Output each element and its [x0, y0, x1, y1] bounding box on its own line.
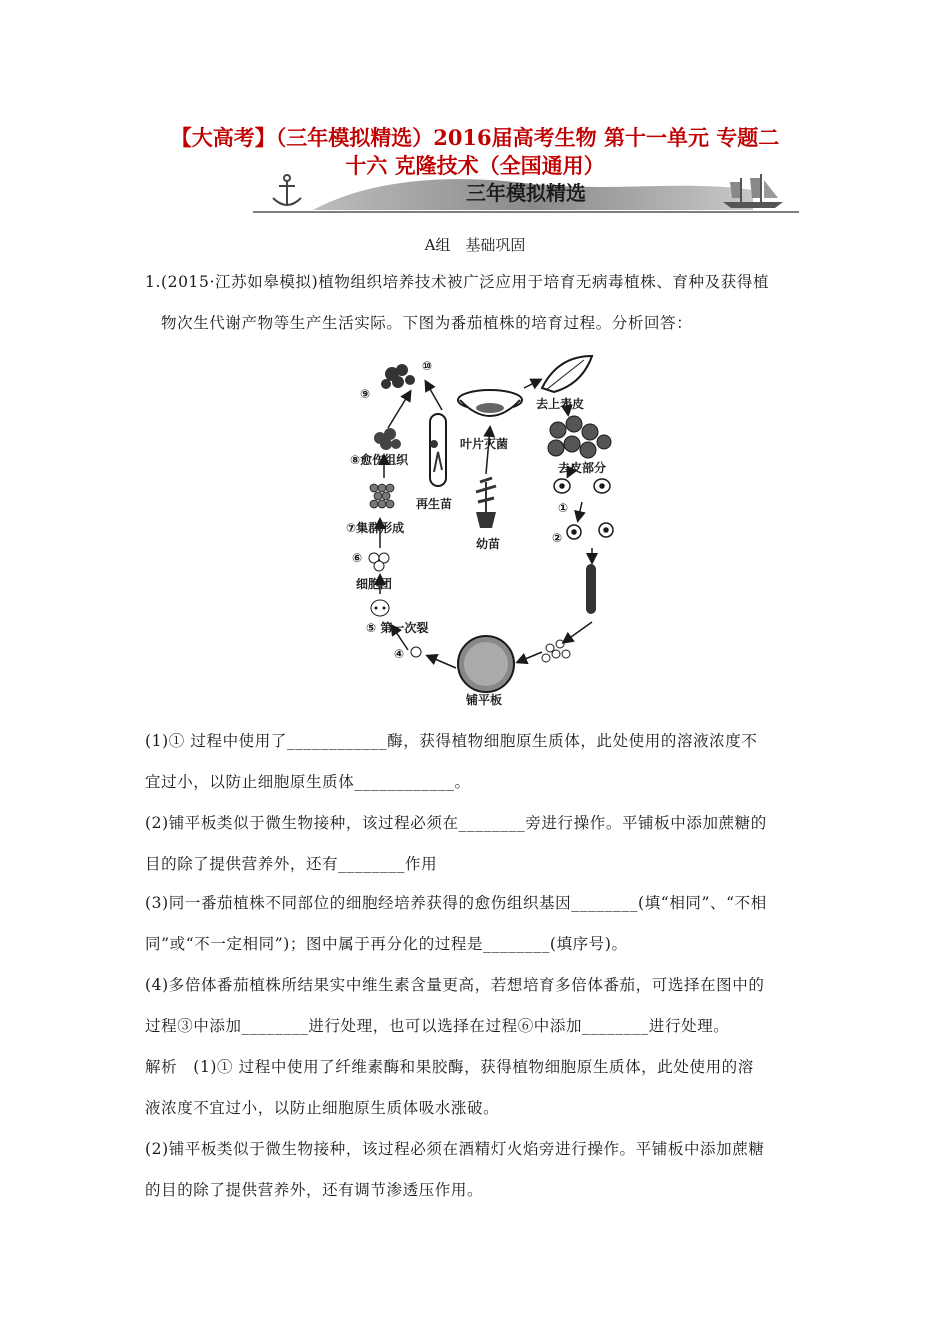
sub-question-3-line-1: (3)同一番茄植株不同部位的细胞经培养获得的愈伤组织基因________(填“相同”、“不相 — [145, 894, 767, 912]
sub-question-1-line-1: (1)① 过程中使用了____________酶，获得植物细胞原生质体，此处使用的溶液浓度不 — [145, 732, 758, 750]
label-step2: ② — [552, 531, 563, 545]
sub-question-2-line-2: 目的除了提供营养外，还有________作用 — [145, 855, 438, 873]
label-step10: ⑩ — [422, 359, 433, 373]
ship-icon — [723, 174, 783, 208]
analysis-1-line-1: 解析 (1)① 过程中使用了纤维素酶和果胶酶，获得植物细胞原生质体，此处使用的溶 — [145, 1058, 754, 1076]
label-callus: ⑧愈伤组织 — [350, 453, 409, 467]
sub-question-1-line-2: 宜过小，以防止细胞原生质体____________。 — [145, 773, 471, 791]
cell-suspension-icon — [542, 640, 570, 662]
label-young-seedling: 幼苗 — [476, 537, 501, 551]
cell-cluster-icon — [369, 553, 389, 571]
sub-question-3-line-2: 同”或“不一定相同”)；图中属于再分化的过程是________(填序号)。 — [145, 935, 628, 953]
test-tube-icon — [430, 414, 446, 486]
label-step1: ① — [558, 501, 569, 515]
leaf-icon — [542, 356, 592, 392]
peeled-tissue-icon — [548, 416, 611, 458]
colony-icon — [370, 484, 394, 508]
label-step9: ⑨ — [360, 387, 371, 401]
culture-plate-icon — [458, 636, 514, 692]
label-plating: 铺平板 — [466, 693, 503, 707]
question-intro-line-2: 物次生代谢产物等生产生活实际。下图为番茄植株的培育过程。分析回答： — [161, 314, 693, 332]
sub-question-2-line-1: (2)铺平板类似于微生物接种，该过程必须在________旁进行操作。平铺板中添加蔗糖的 — [145, 814, 767, 832]
sub-question-4-line-2: 过程③中添加________进行处理，也可以选择在过程⑥中添加________进行处理。 — [145, 1017, 730, 1035]
mature-plant-icon — [381, 364, 415, 389]
analysis-1-line-2: 液浓度不宜过小，以防止细胞原生质体吸水涨破。 — [145, 1099, 500, 1117]
petri-dish-icon — [458, 390, 522, 416]
question-intro-line-1: 1.(2015·江苏如皋模拟)植物组织培养技术被广泛应用于培育无病毒植株、育种及获得植 — [145, 273, 770, 291]
label-cell-cluster: 细胞团 — [356, 577, 393, 591]
single-cell-icon — [411, 647, 421, 657]
label-remove-epidermis: 去上表皮 — [536, 397, 585, 411]
section-header: A组 基础巩固 — [424, 236, 526, 254]
label-step6: ⑥ — [352, 551, 363, 565]
centrifuge-tube-icon — [586, 564, 596, 614]
section-banner — [253, 170, 799, 216]
label-seedling-regen: 再生苗 — [416, 497, 453, 511]
callus-icon — [374, 428, 401, 450]
label-leaf-sterilize: 叶片灭菌 — [460, 437, 509, 451]
title-line-2: 十六 克隆技术（全国通用） — [345, 153, 605, 178]
seedling-icon — [476, 478, 496, 528]
label-colony: ⑦集群形成 — [346, 521, 405, 535]
label-step4: ④ — [394, 647, 405, 661]
label-peeled-part: 去皮部分 — [558, 461, 607, 475]
dividing-cell-icon — [371, 600, 389, 616]
banner-text: 三年模拟精选 — [466, 181, 586, 205]
analysis-2-line-1: (2)铺平板类似于微生物接种，该过程必须在酒精灯火焰旁进行操作。平铺板中添加蔗糖 — [145, 1140, 765, 1158]
label-first-division: ⑤ 第一次裂 — [366, 621, 429, 635]
title-line-1: 【大高考】（三年模拟精选）2016届高考生物 第十一单元 专题二 — [170, 125, 780, 150]
sub-question-4-line-1: (4)多倍体番茄植株所结果实中维生素含量更高，若想培育多倍体番茄，可选择在图中的 — [145, 976, 765, 994]
anchor-icon — [273, 175, 301, 206]
analysis-2-line-2: 的目的除了提供营养外，还有调节渗透压作用。 — [145, 1181, 484, 1199]
tomato-culture-diagram — [330, 352, 630, 708]
